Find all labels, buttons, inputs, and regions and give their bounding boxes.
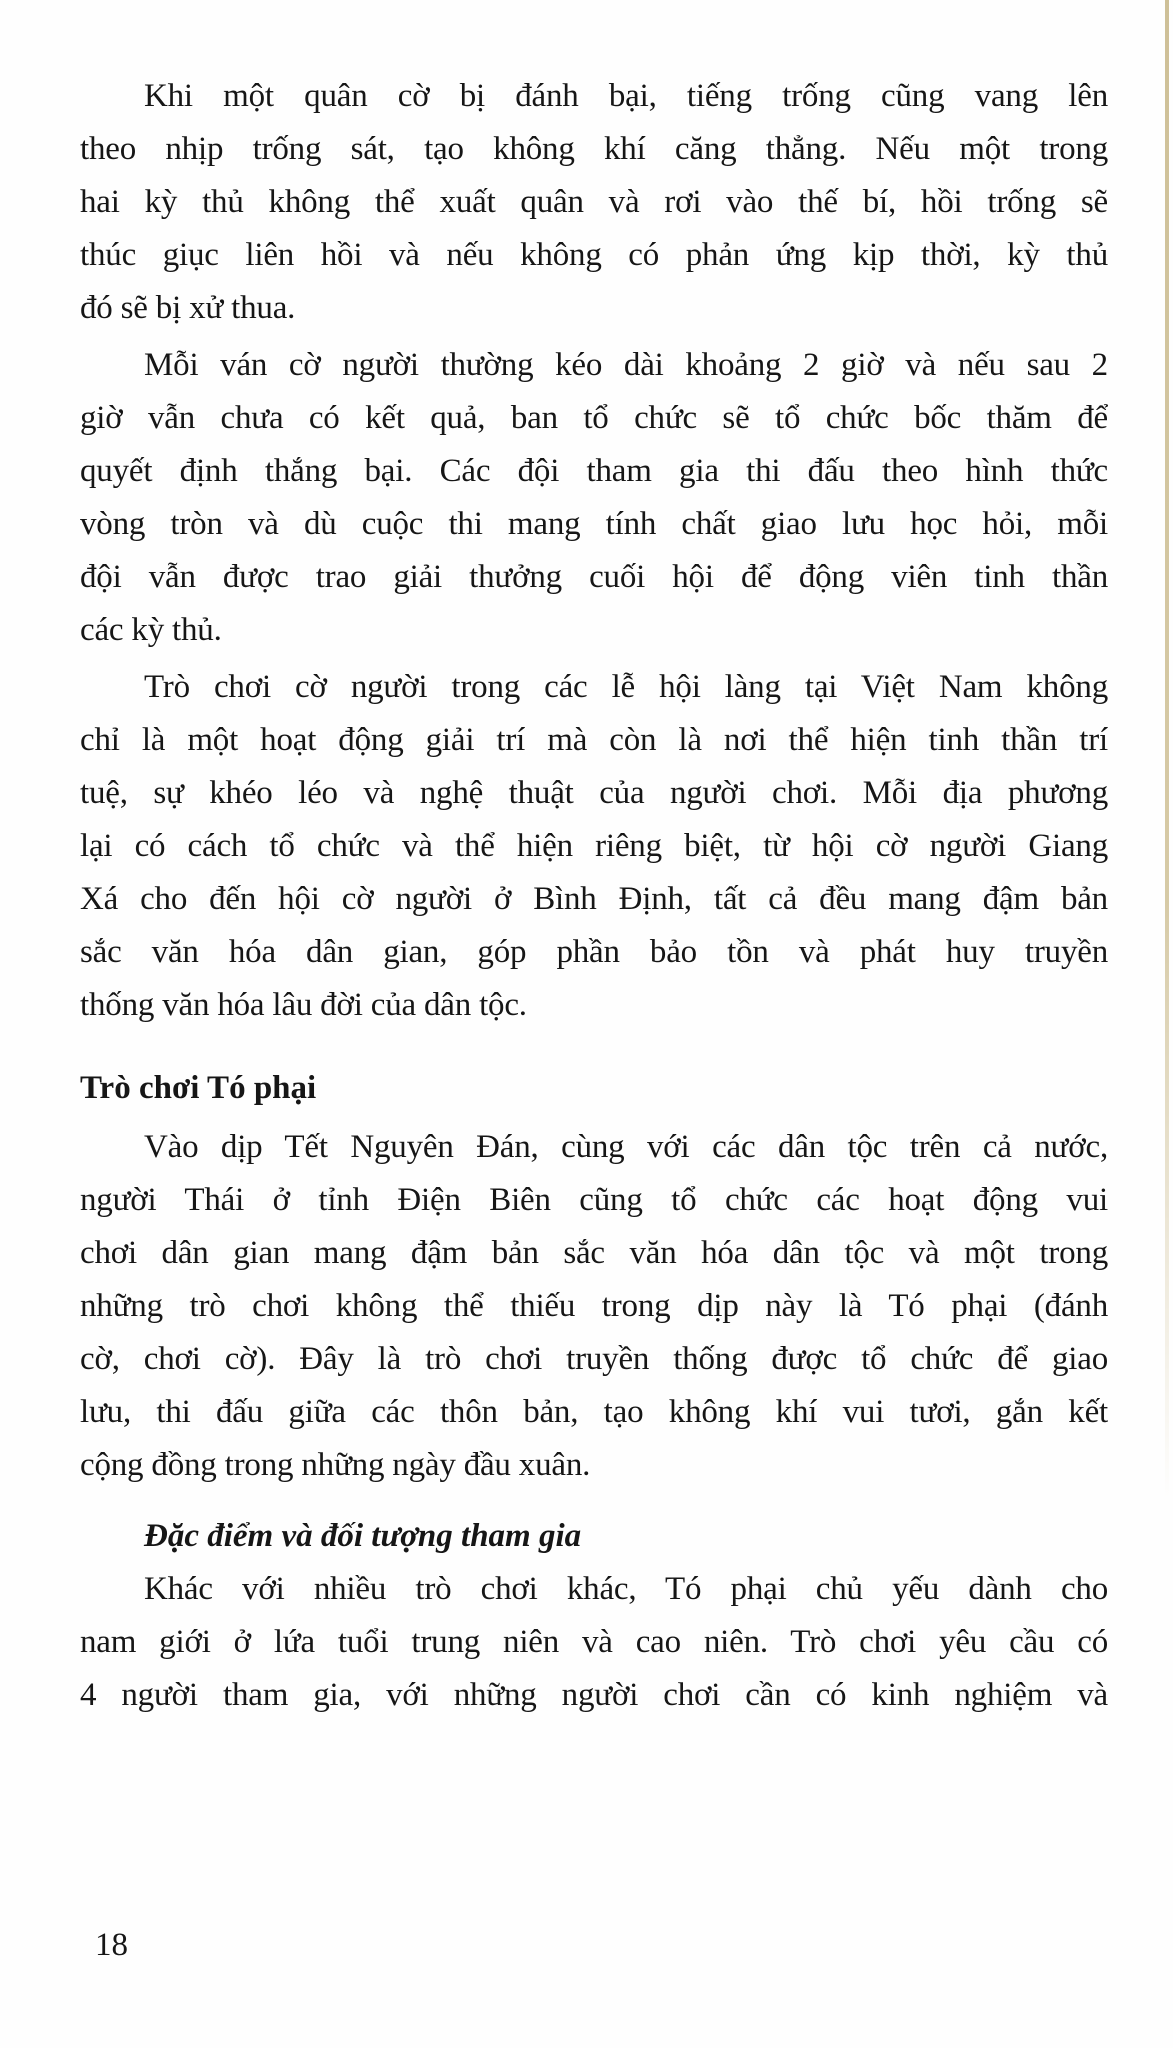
text-line: Trò chơi cờ người trong các lễ hội làng tại Việt Nam không	[144, 669, 1108, 705]
text-line: các kỳ thủ.	[80, 612, 222, 648]
book-spine-edge	[1165, 0, 1169, 1500]
text-line: nam giới ở lứa tuổi trung niên và cao niên. Trò chơi yêu cầu có	[80, 1624, 1108, 1660]
text-line: 4 người tham gia, với những người chơi cần có kinh nghiệm và	[80, 1677, 1108, 1713]
paragraph-cultural-significance	[80, 661, 1108, 1032]
paragraph-to-phai-intro	[80, 1121, 1108, 1492]
subsection-heading: Đặc điểm và đối tượng tham gia	[144, 1518, 582, 1554]
text-line: hai kỳ thủ không thể xuất quân và rơi vào thế bí, hồi trống sẽ	[80, 184, 1108, 220]
text-line: lại có cách tổ chức và thể hiện riêng biệt, từ hội cờ người Giang	[80, 828, 1108, 864]
text-line: cộng đồng trong những ngày đầu xuân.	[80, 1447, 591, 1483]
text-line: vòng tròn và dù cuộc thi mang tính chất giao lưu học hỏi, mỗi	[80, 506, 1108, 542]
paragraph-participants	[80, 1563, 1108, 1722]
text-line: thống văn hóa lâu đời của dân tộc.	[80, 987, 527, 1023]
text-line: sắc văn hóa dân gian, góp phần bảo tồn và phát huy truyền	[80, 934, 1108, 970]
text-line: thúc giục liên hồi và nếu không có phản ứng kịp thời, kỳ thủ	[80, 237, 1108, 273]
text-line: đó sẽ bị xử thua.	[80, 290, 296, 326]
text-line: Vào dịp Tết Nguyên Đán, cùng với các dân tộc trên cả nước,	[144, 1129, 1108, 1165]
text-line: Xá cho đến hội cờ người ở Bình Định, tất cả đều mang đậm bản	[80, 881, 1108, 917]
text-line: người Thái ở tỉnh Điện Biên cũng tổ chức các hoạt động vui	[80, 1182, 1108, 1218]
text-line: lưu, thi đấu giữa các thôn bản, tạo không khí vui tươi, gắn kết	[80, 1394, 1108, 1430]
text-line: đội vẫn được trao giải thưởng cuối hội để động viên tinh thần	[80, 559, 1108, 595]
section-heading: Trò chơi Tó phại	[80, 1070, 317, 1106]
text-line: Khác với nhiều trò chơi khác, Tó phại chủ yếu dành cho	[144, 1571, 1108, 1607]
text-line: tuệ, sự khéo léo và nghệ thuật của người chơi. Mỗi địa phương	[80, 775, 1108, 811]
text-line: Mỗi ván cờ người thường kéo dài khoảng 2 giờ và nếu sau 2	[144, 347, 1108, 383]
text-line: giờ vẫn chưa có kết quả, ban tổ chức sẽ tổ chức bốc thăm để	[80, 400, 1108, 436]
paragraph-drum-signal	[80, 70, 1108, 335]
page-content	[80, 70, 1108, 1726]
text-line: quyết định thắng bại. Các đội tham gia thi đấu theo hình thức	[80, 453, 1108, 489]
text-line: chỉ là một hoạt động giải trí mà còn là nơi thể hiện tinh thần trí	[80, 722, 1108, 758]
text-line: cờ, chơi cờ). Đây là trò chơi truyền thống được tổ chức để giao	[80, 1341, 1108, 1377]
text-line: theo nhịp trống sát, tạo không khí căng thẳng. Nếu một trong	[80, 131, 1108, 167]
text-line: Khi một quân cờ bị đánh bại, tiếng trống cũng vang lên	[144, 78, 1108, 114]
paragraph-game-duration	[80, 339, 1108, 657]
text-line: những trò chơi không thể thiếu trong dịp này là Tó phại (đánh	[80, 1288, 1108, 1324]
page-number: 18	[95, 1927, 128, 1963]
text-line: chơi dân gian mang đậm bản sắc văn hóa dân tộc và một trong	[80, 1235, 1108, 1271]
